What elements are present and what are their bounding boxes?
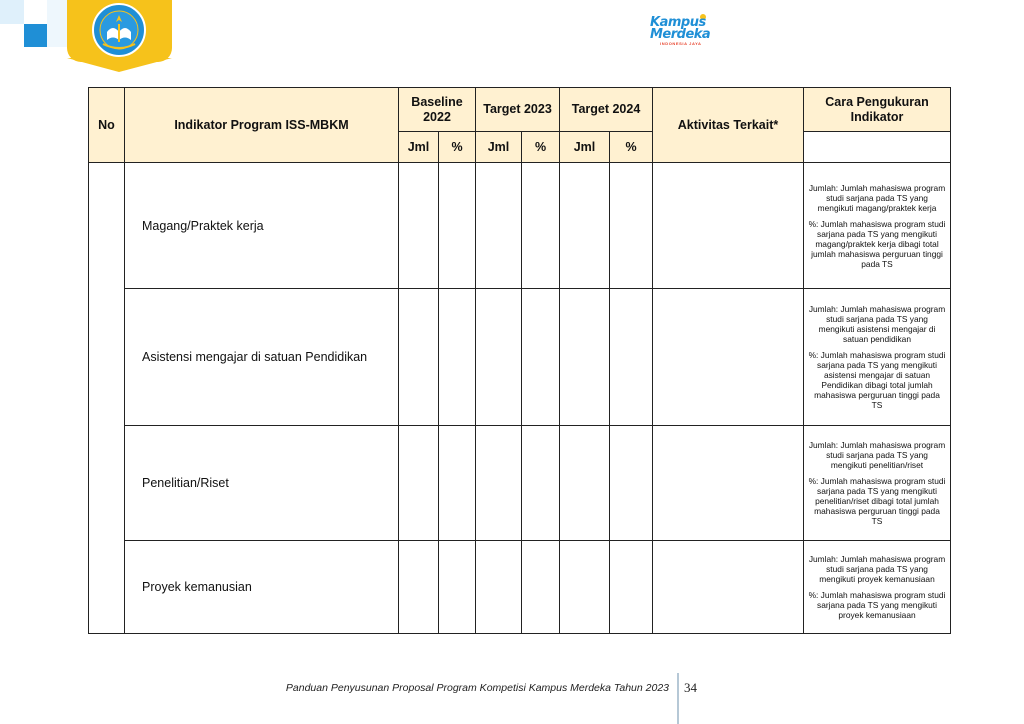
desc-persen: %: Jumlah mahasiswa program studi sarjana pada TS yang mengikuti asistensi mengajar di satuan Pendidikan dibagi total jumlah mahasiswa perguruan tinggi pada TS [808, 350, 946, 410]
cell-baseline-jml [399, 426, 439, 541]
desc-jumlah: Jumlah: Jumlah mahasiswa program studi sarjana pada TS yang mengikuti proyek kemanusiaan [808, 554, 946, 584]
cell-no [89, 163, 125, 634]
decor-square-light [0, 0, 24, 24]
kampus-merdeka-logo [646, 14, 716, 50]
header-jml: Jml [476, 132, 522, 163]
header-jml: Jml [399, 132, 439, 163]
logo-sub: INDONESIA JAYA [660, 41, 702, 46]
table-row [89, 289, 951, 426]
footer-divider [677, 673, 679, 724]
table-row [89, 541, 951, 634]
desc-jumlah: Jumlah: Jumlah mahasiswa program studi sarjana pada TS yang mengikuti asistensi mengajar di satuan pendidikan [808, 304, 946, 344]
header-cara-blank [804, 132, 951, 163]
cell-cara-pengukuran [804, 541, 951, 634]
indicator-table [88, 87, 951, 634]
page-number: 34 [684, 680, 697, 695]
table-row [89, 426, 951, 541]
cell-t2024-pct [610, 541, 653, 634]
header-pct: % [439, 132, 476, 163]
cell-cara-pengukuran [804, 163, 951, 289]
desc-persen: %: Jumlah mahasiswa program studi sarjana pada TS yang mengikuti magang/praktek kerja dibagi total jumlah mahasiswa perguruan tinggi pada TS [808, 218, 946, 269]
desc-persen: %: Jumlah mahasiswa program studi sarjana pada TS yang mengikuti proyek kemanusiaan [808, 590, 946, 620]
tut-wuri-handayani-emblem-icon [91, 2, 147, 58]
cell-t2023-jml [476, 426, 522, 541]
cell-aktivitas [653, 163, 804, 289]
header-target-2023: Target 2023 [476, 88, 560, 132]
cell-t2023-pct [522, 426, 560, 541]
header-cara-pengukuran: Cara Pengukuran Indikator [804, 88, 951, 132]
header-no: No [89, 88, 125, 163]
logo-line1: Kampus [650, 15, 706, 30]
header-indikator: Indikator Program ISS-MBKM [125, 88, 399, 163]
desc-persen: %: Jumlah mahasiswa program studi sarjana pada TS yang mengikuti penelitian/riset dibagi total jumlah mahasiswa perguruan tinggi pada TS [808, 476, 946, 526]
cell-t2024-pct [610, 289, 653, 426]
header-pct: % [610, 132, 653, 163]
header-baseline: Baseline 2022 [399, 88, 476, 132]
cell-t2024-pct [610, 426, 653, 541]
cell-indikator: Penelitian/Riset [125, 426, 399, 541]
cell-t2024-jml [560, 163, 610, 289]
cell-baseline-pct [439, 541, 476, 634]
cell-baseline-jml [399, 541, 439, 634]
cell-t2024-jml [560, 541, 610, 634]
header-aktivitas: Aktivitas Terkait* [653, 88, 804, 163]
cell-baseline-jml [399, 163, 439, 289]
cell-t2023-pct [522, 163, 560, 289]
footer-title: Panduan Penyusunan Proposal Program Kompetisi Kampus Merdeka Tahun 2023 [285, 682, 669, 694]
cell-t2023-jml [476, 289, 522, 426]
cell-t2024-jml [560, 426, 610, 541]
cell-indikator: Magang/Praktek kerja [125, 163, 399, 289]
cell-t2023-pct [522, 541, 560, 634]
cell-aktivitas [653, 426, 804, 541]
header-jml: Jml [560, 132, 610, 163]
desc-jumlah: Jumlah: Jumlah mahasiswa program studi sarjana pada TS yang mengikuti penelitian/riset [808, 440, 946, 470]
cell-t2023-jml [476, 163, 522, 289]
cell-indikator: Asistensi mengajar di satuan Pendidikan [125, 289, 399, 426]
cell-cara-pengukuran [804, 289, 951, 426]
cell-cara-pengukuran [804, 426, 951, 541]
desc-jumlah: Jumlah: Jumlah mahasiswa program studi sarjana pada TS yang mengikuti magang/praktek kerja [808, 182, 946, 213]
decor-square-pale [47, 0, 67, 47]
cell-baseline-jml [399, 289, 439, 426]
decor-square-blue [24, 24, 47, 47]
header-pct: % [522, 132, 560, 163]
logo-line2: Merdeka [650, 27, 711, 42]
cell-t2024-pct [610, 163, 653, 289]
cell-t2024-jml [560, 289, 610, 426]
ministry-badge-tip [67, 58, 172, 72]
cell-baseline-pct [439, 289, 476, 426]
table-row [89, 163, 951, 289]
cell-baseline-pct [439, 426, 476, 541]
cell-baseline-pct [439, 163, 476, 289]
cell-t2023-pct [522, 289, 560, 426]
cell-aktivitas [653, 541, 804, 634]
cell-aktivitas [653, 289, 804, 426]
header-target-2024: Target 2024 [560, 88, 653, 132]
cell-t2023-jml [476, 541, 522, 634]
cell-indikator: Proyek kemanusian [125, 541, 399, 634]
